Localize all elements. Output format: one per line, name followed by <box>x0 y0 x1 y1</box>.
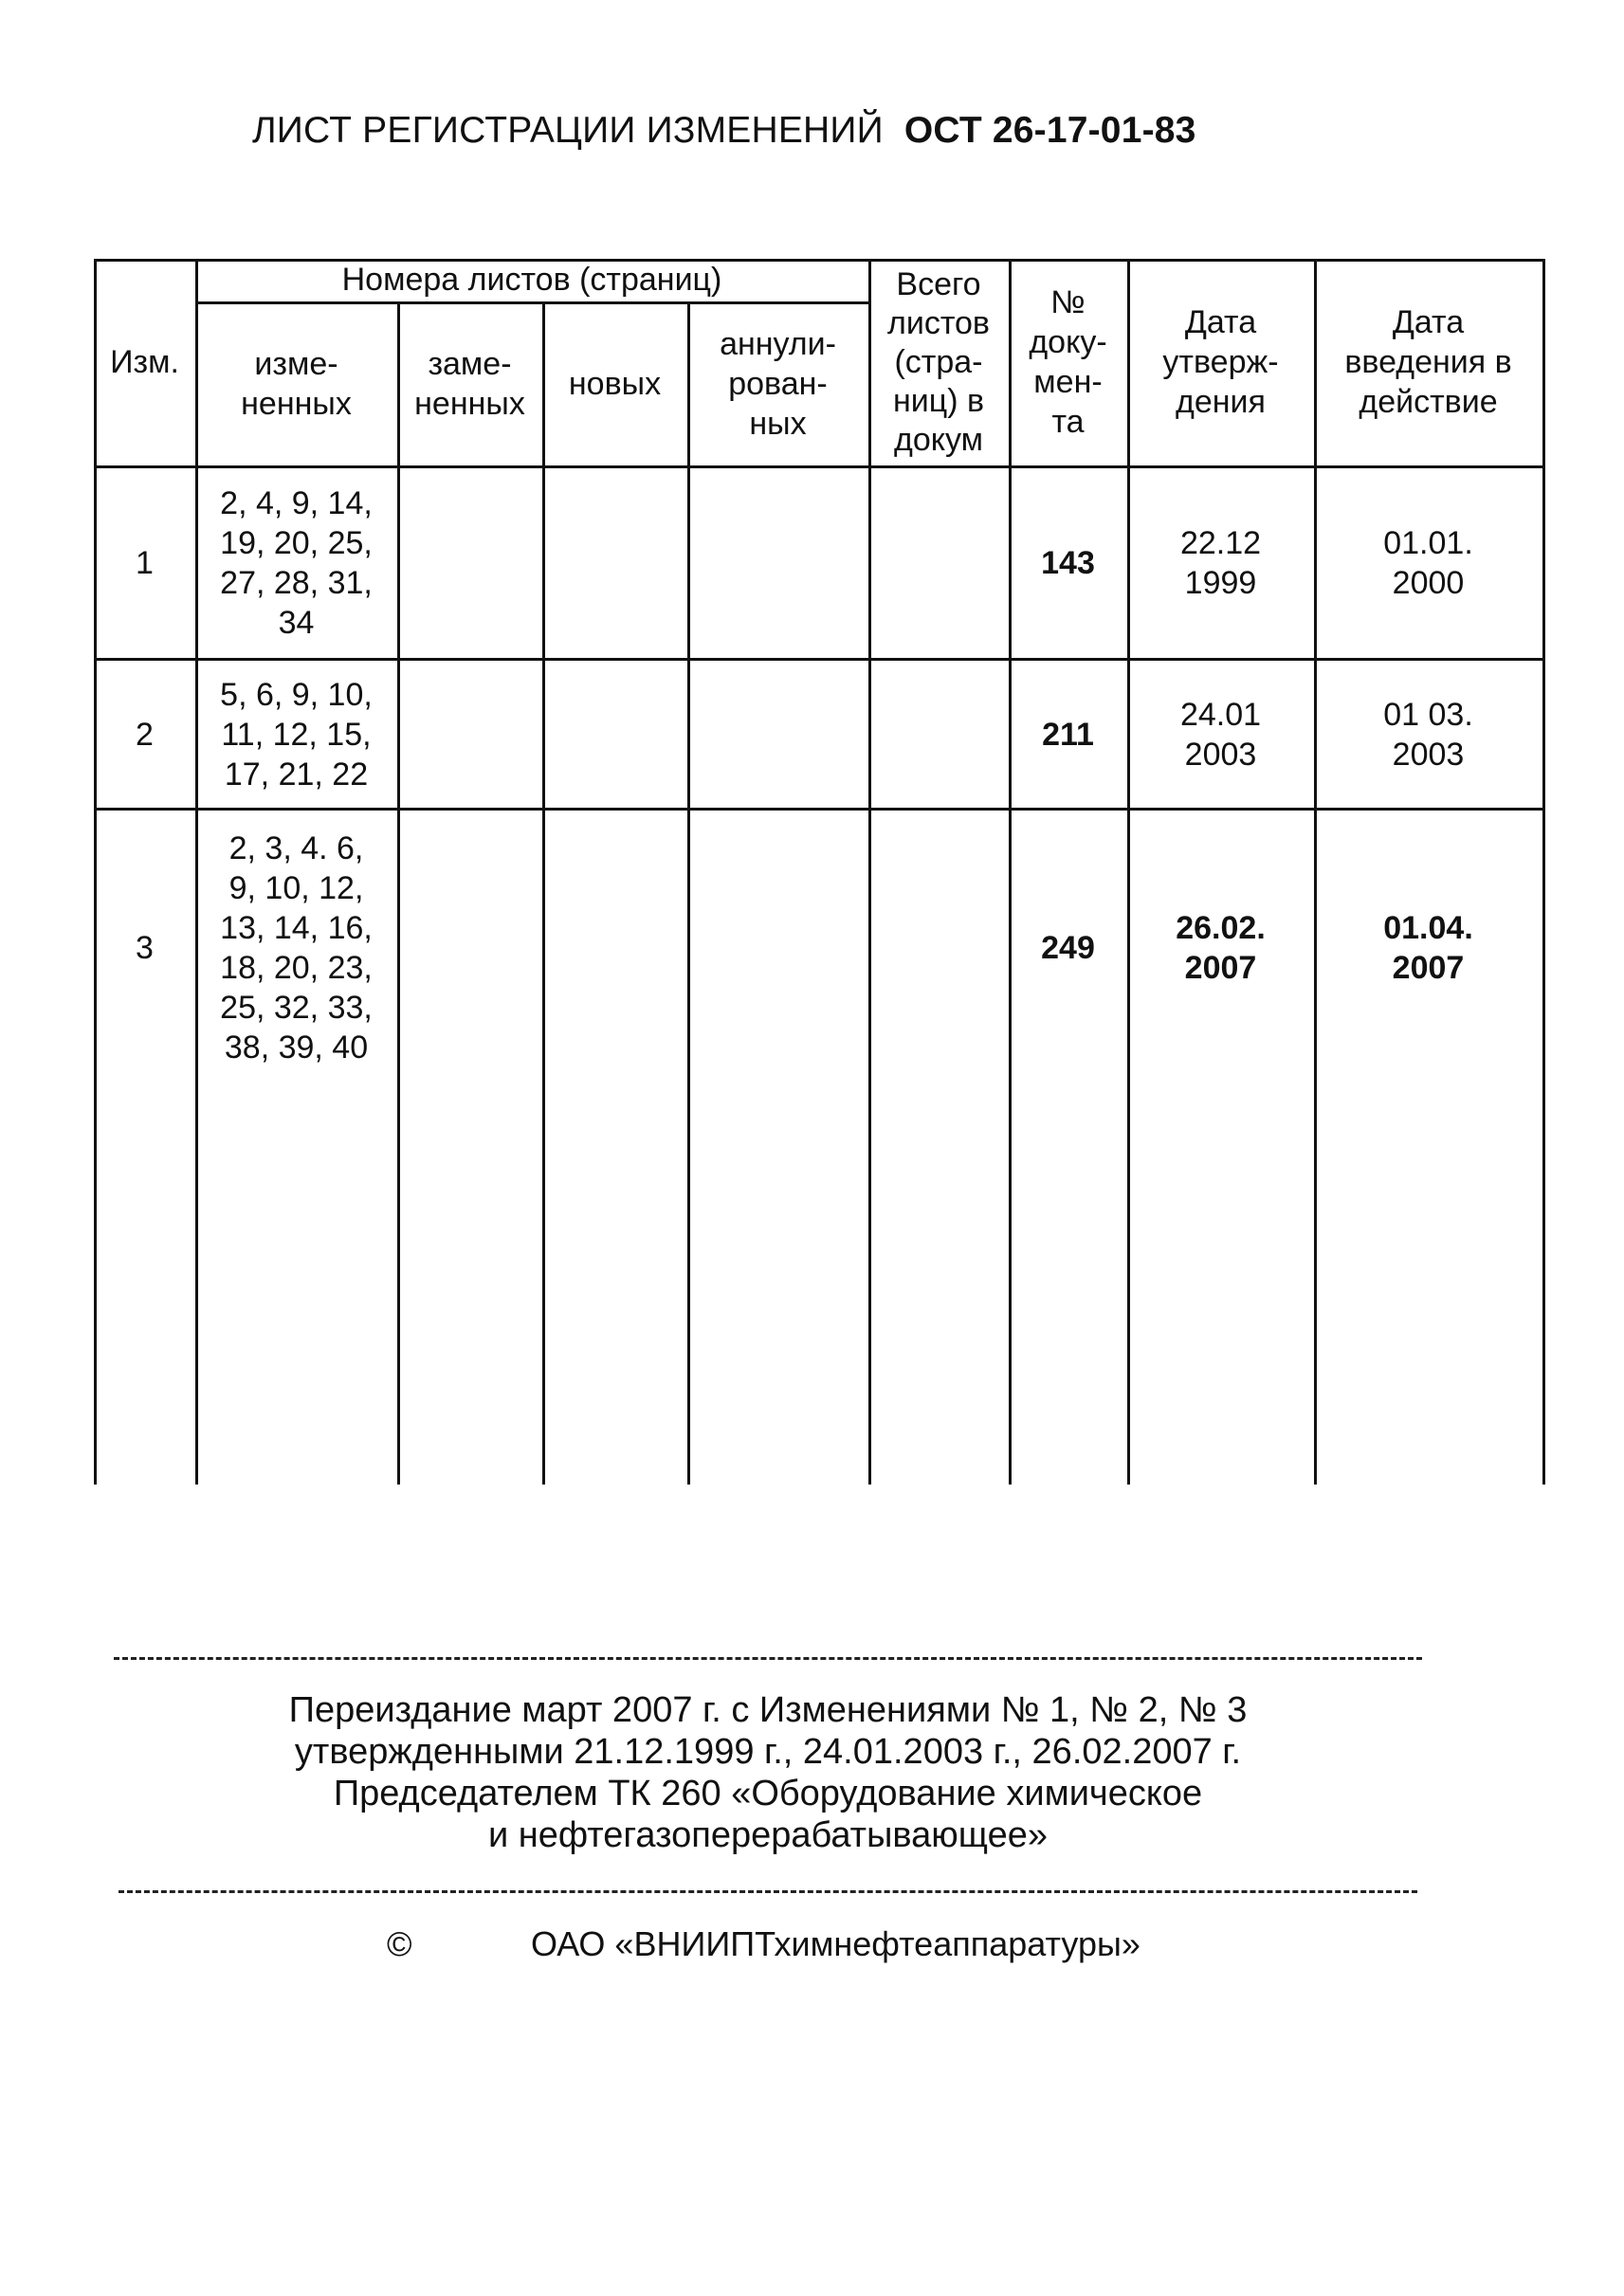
changed-sheets-line: 2, 4, 9, 14, <box>220 485 373 521</box>
copyright-symbol: © <box>387 1924 412 1963</box>
header-effective-date-line: действие <box>1359 384 1498 420</box>
header-new-label: новых <box>568 365 662 402</box>
approval-date-line: 22.12 <box>1179 525 1262 561</box>
header-doc-number-line: мен- <box>1033 364 1103 400</box>
changed-sheets-line: 17, 21, 22 <box>224 756 369 793</box>
header-new <box>542 301 687 465</box>
changed-sheets-line: 13, 14, 16, <box>220 910 373 946</box>
header-annulled-line: ных <box>749 405 807 442</box>
header-changed-line: изме- <box>254 345 338 382</box>
doc-number-value: 211 <box>1042 716 1094 753</box>
header-doc-number-line: доку- <box>1029 324 1107 360</box>
col-border-4 <box>687 301 690 1485</box>
header-total-sheets-line: ниц) в <box>892 382 985 419</box>
header-total-sheets-line: листов <box>887 304 990 341</box>
header-doc-number-line: та <box>1051 404 1085 440</box>
row-doc-number <box>1009 468 1127 658</box>
approval-date-line: 24.01 <box>1179 696 1262 733</box>
row-izm-value: 3 <box>136 930 154 966</box>
header-total-sheets-line: (стра- <box>894 343 983 380</box>
header-total-sheets-line: Всего <box>896 265 981 302</box>
header-approval-date-line: Дата <box>1184 304 1257 340</box>
row-changed-sheets <box>195 661 397 808</box>
header-approval-date-line: утверж- <box>1162 344 1279 380</box>
header-annulled-line: рован- <box>728 365 828 402</box>
header-approval-date <box>1127 259 1314 465</box>
header-izm <box>94 259 195 465</box>
effective-date-line: 01.01. <box>1383 525 1473 561</box>
header-annulled <box>687 301 868 465</box>
row-izm <box>94 468 195 658</box>
reissue-note-line: Председателем ТК 260 «Оборудование химическое <box>333 1774 1203 1813</box>
row-2-bottom-border <box>94 808 1545 811</box>
header-changed <box>195 301 397 465</box>
row-izm <box>94 820 195 1076</box>
row-approval-date <box>1127 661 1314 808</box>
row-izm <box>94 661 195 808</box>
approval-date-line: 2003 <box>1184 736 1257 773</box>
copyright-organization: ОАО «ВНИИПТхимнефтеаппаратуры» <box>531 1924 1140 1963</box>
header-replaced-line: заме- <box>428 345 512 382</box>
effective-date-line: 01 03. <box>1383 696 1473 733</box>
row-effective-date <box>1314 661 1542 808</box>
footer-bottom-divider <box>119 1890 1417 1893</box>
document-title <box>252 110 1196 152</box>
row-izm-value: 2 <box>136 716 154 753</box>
changed-sheets-line: 9, 10, 12, <box>228 870 364 906</box>
row-changed-sheets <box>195 468 397 658</box>
row-doc-number <box>1009 886 1127 1010</box>
reissue-note-line: Переиздание март 2007 г. с Изменениями № 1, № 2, № 3 <box>288 1690 1248 1730</box>
changed-sheets-line: 25, 32, 33, <box>220 990 373 1026</box>
header-izm-label: Изм. <box>110 344 179 380</box>
changed-sheets-line: 5, 6, 9, 10, <box>220 676 373 713</box>
footer-top-divider <box>114 1657 1422 1660</box>
reissue-note-line: и нефтегазоперерабатывающее» <box>487 1815 1049 1855</box>
header-total-sheets-line: докум <box>894 421 983 458</box>
header-approval-date-line: дения <box>1176 384 1266 420</box>
header-replaced-line: ненных <box>414 385 525 422</box>
row-approval-date <box>1127 886 1314 1010</box>
header-doc-number <box>1009 259 1127 465</box>
effective-date-line: 2007 <box>1392 950 1465 986</box>
col-border-9 <box>1542 259 1545 1485</box>
approval-date-line: 1999 <box>1184 565 1257 601</box>
header-effective-date <box>1314 259 1542 465</box>
changed-sheets-line: 2, 3, 4. 6, <box>228 830 364 866</box>
col-border-2 <box>397 301 400 1485</box>
row-doc-number <box>1009 661 1127 808</box>
doc-number-value: 143 <box>1041 545 1095 581</box>
changed-sheets-line: 11, 12, 15, <box>221 716 372 753</box>
header-annulled-line: аннули- <box>720 325 836 362</box>
title-text: ЛИСТ РЕГИСТРАЦИИ ИЗМЕНЕНИЙ <box>252 110 884 151</box>
header-sheet-numbers-group: Номера листов (страниц) <box>341 262 722 298</box>
reissue-note-line: утвержденными 21.12.1999 г., 24.01.2003 г., 26.02.2007 г. <box>294 1732 1242 1772</box>
header-doc-number-line: № <box>1050 284 1086 320</box>
changed-sheets-line: 38, 39, 40 <box>224 1030 369 1066</box>
effective-date-line: 2000 <box>1392 565 1465 601</box>
standard-code: ОСТ 26-17-01-83 <box>903 110 1196 151</box>
row-changed-sheets <box>195 820 397 1076</box>
row-effective-date <box>1314 886 1542 1010</box>
reissue-note <box>114 1689 1422 1856</box>
approval-date-line: 2007 <box>1184 950 1257 986</box>
row-approval-date <box>1127 468 1314 658</box>
col-border-3 <box>542 301 545 1485</box>
approval-date-line: 26.02. <box>1176 910 1266 946</box>
doc-number-value: 249 <box>1041 930 1095 966</box>
header-replaced <box>397 301 542 465</box>
effective-date-line: 2003 <box>1392 736 1465 773</box>
changed-sheets-line: 19, 20, 25, <box>220 525 373 561</box>
changed-sheets-line: 27, 28, 31, <box>220 565 373 601</box>
header-changed-line: ненных <box>241 385 352 422</box>
header-effective-date-line: введения в <box>1344 344 1512 380</box>
effective-date-line: 01.04. <box>1383 910 1473 946</box>
row-izm-value: 1 <box>136 545 154 581</box>
changed-sheets-line: 18, 20, 23, <box>220 950 373 986</box>
row-effective-date <box>1314 468 1542 658</box>
header-total-sheets <box>868 259 1009 465</box>
header-effective-date-line: Дата <box>1392 304 1465 340</box>
changed-sheets-line: 34 <box>278 605 315 641</box>
